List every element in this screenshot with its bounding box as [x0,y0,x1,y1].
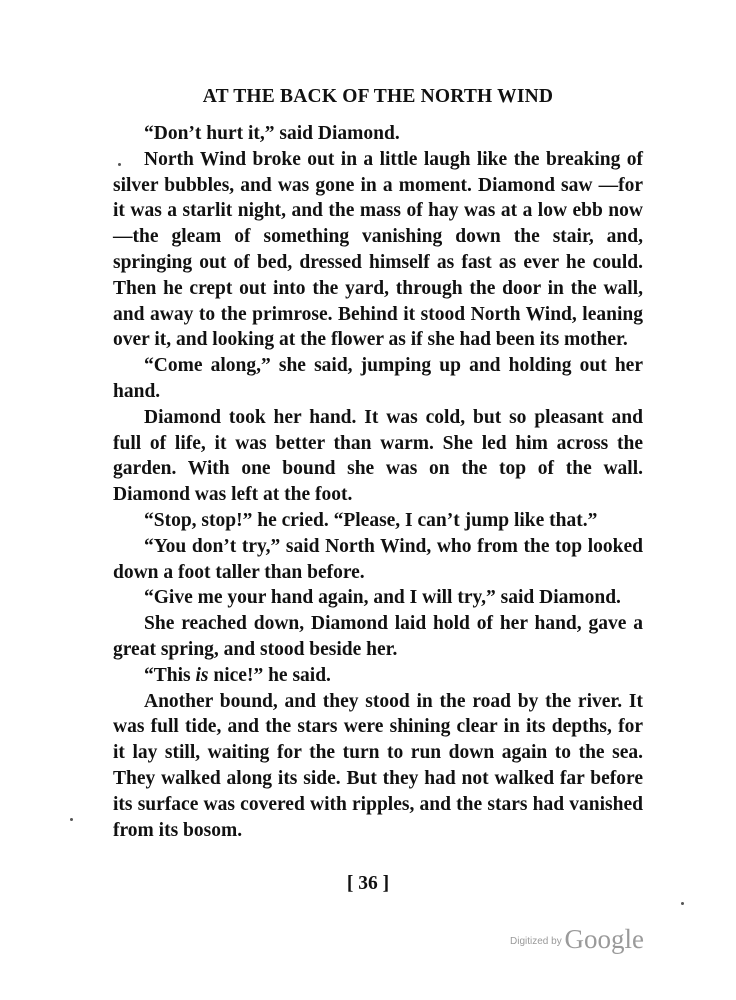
scan-speck [681,902,684,905]
scan-speck [118,163,121,166]
digitized-by-google-watermark [510,924,644,955]
paragraph: “Stop, stop!” he cried. “Please, I can’t jump like that.” [144,509,598,531]
paragraph: “Don’t hurt it,” said Diamond. [144,123,400,144]
quote-start: “This [144,664,196,686]
body-text [113,121,643,843]
paragraph-this-is-nice [113,663,643,689]
running-head: AT THE BACK OF THE NORTH WIND [202,86,554,107]
paragraph: “Give me your hand again, and I will try,” said Diamond. [144,587,621,609]
paragraph: “Come along,” she said, jumping up and holding out her hand. [113,355,643,402]
scan-speck [70,818,73,821]
paragraph: Diamond took her hand. It was cold, but so pleasant and full of life, it was better than warm. She led him across the garden. With one bound she was on the top of the wall. Diamond was left at the foot. [113,406,643,506]
watermark-prefix: Digitized by [510,936,565,947]
paragraph: “You don’t try,” said North Wind, who from the top looked down a foot taller than before. [113,535,643,583]
paragraph: She reached down, Diamond laid hold of her hand, gave a great spring, and stood beside her. [113,613,643,660]
paragraph: North Wind broke out in a little laugh like the breaking of silver bubbles, and was gone in a moment. Diamond saw —for it was a starlit night, and the mass of hay was at a low ebb now—the gleam of something vanishing down the stair, and, springing out of bed, dressed himself as fast as ever he could. Then he crept out into the yard, through the door in the wall, and away to the primrose. Behind it stood North Wind, leaning over it, and looking at the flower as if she had been its mother. [113,148,643,351]
page-number: [ 36 ] [346,873,390,894]
paragraph: Another bound, and they stood in the road by the river. It was full tide, and the stars were shining clear in its depths, for it lay still, waiting for the turn to run down again to the sea. They walked along its side. But they had not walked far before its surface was covered with ripples, and the stars had vanished from its bosom. [113,690,643,841]
emphasized-word: is [195,664,209,686]
watermark-brand: Google [564,924,644,954]
quote-end: nice!” he said. [208,664,331,686]
